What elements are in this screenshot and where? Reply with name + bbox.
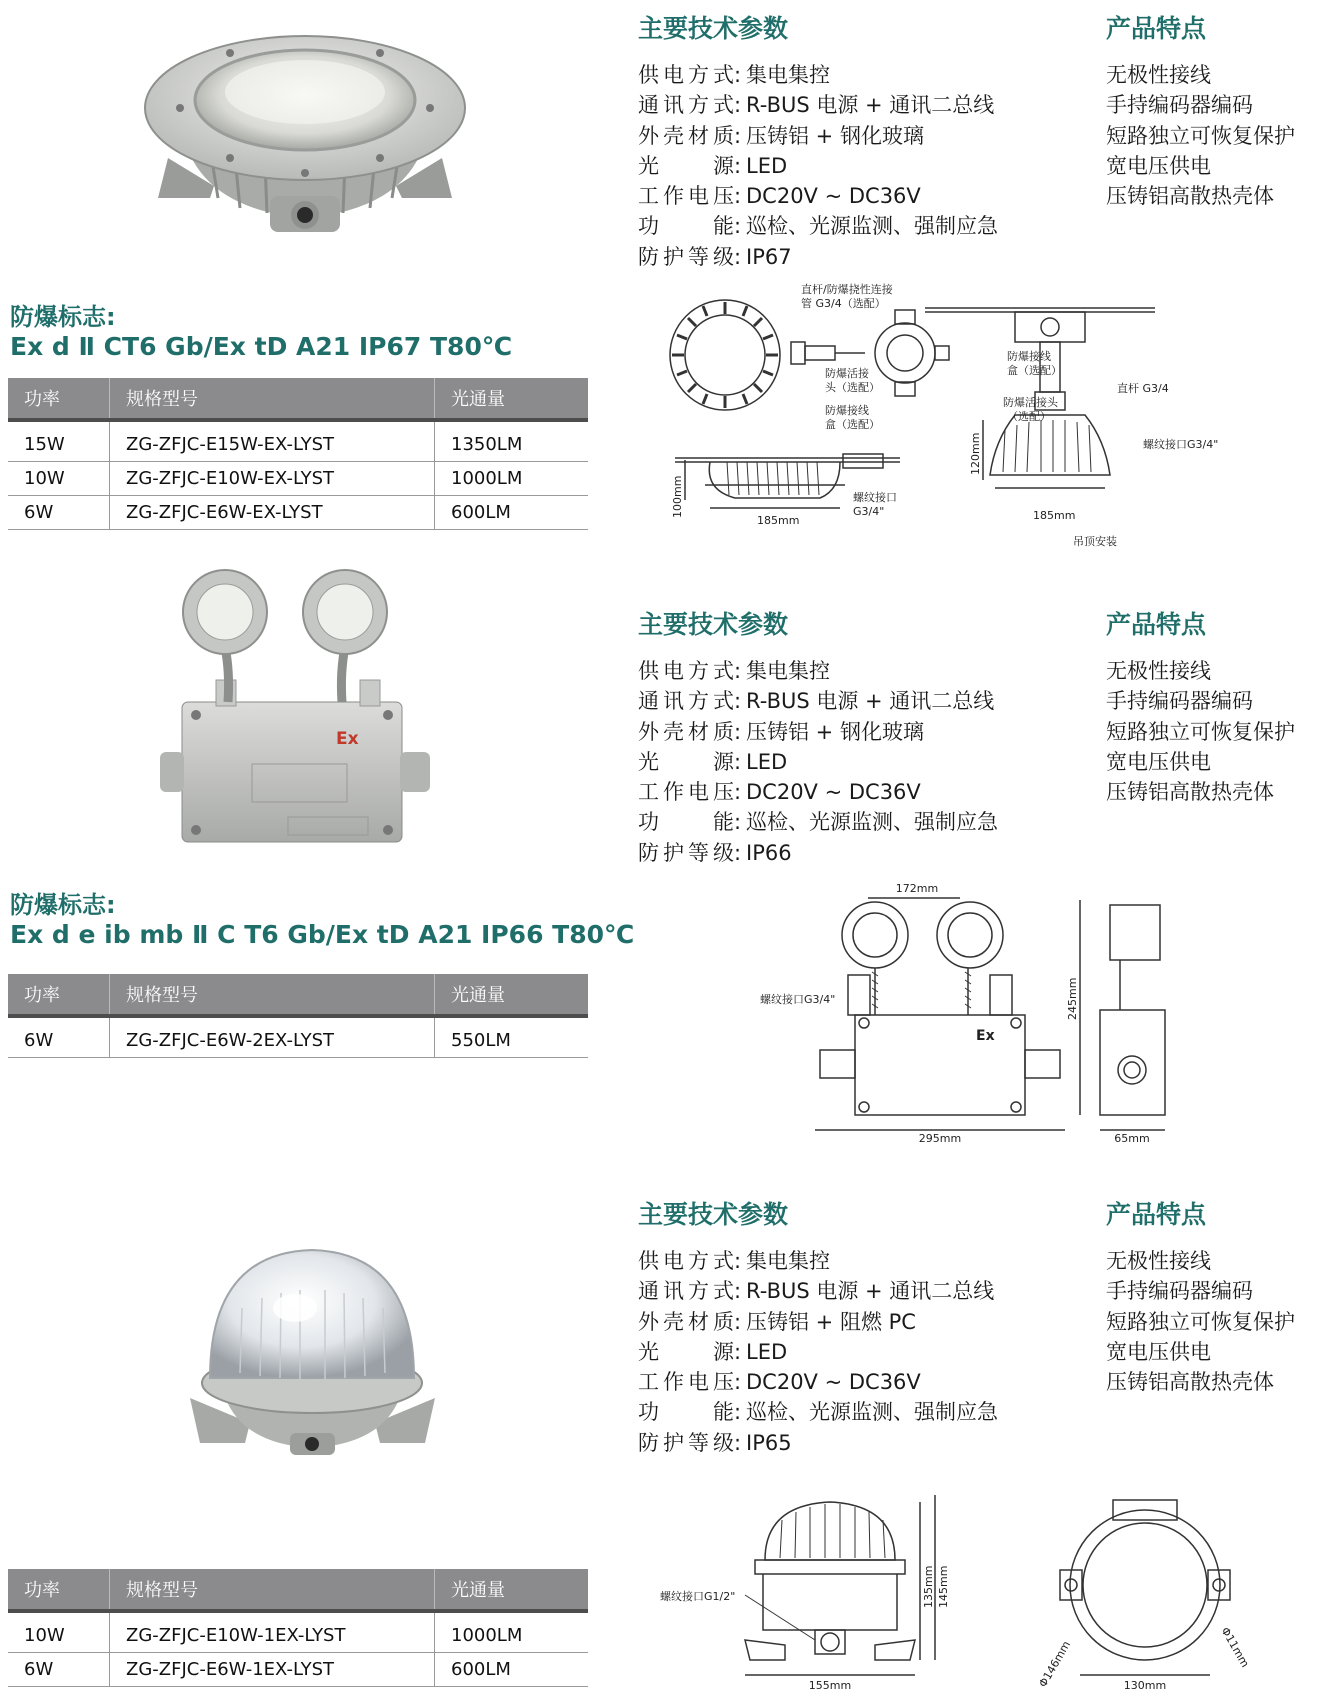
drawing-label: Ex bbox=[976, 1028, 995, 1044]
ex-mark-value: Ex d Ⅱ CT6 Gb/Ex tD A21 IP67 T80℃ bbox=[10, 332, 513, 361]
param-key: 外壳材质 bbox=[638, 123, 734, 148]
table-row bbox=[8, 428, 588, 462]
features-title: 产品特点 bbox=[1106, 14, 1207, 43]
table-row bbox=[8, 1024, 588, 1058]
param-item: 外壳材质 : 压铸铝 + 阻燃 PC bbox=[638, 1307, 998, 1337]
drawing-label: 135mm bbox=[922, 1565, 935, 1608]
param-value: IP66 bbox=[746, 840, 792, 865]
param-item: 光源 : LED bbox=[638, 1337, 998, 1367]
feature-item: 手持编码器编码 bbox=[1106, 689, 1253, 714]
drawing-label: 100mm bbox=[671, 475, 684, 518]
param-key: 防护等级 bbox=[638, 1430, 734, 1455]
drawing-label: 防爆活接 bbox=[825, 367, 869, 380]
spec-table bbox=[8, 378, 588, 530]
drawing-label: 螺纹接口G3/4" bbox=[760, 993, 836, 1006]
cell-power: 10W bbox=[8, 462, 110, 496]
param-value: 压铸铝 + 钢化玻璃 bbox=[746, 123, 924, 148]
param-value: IP65 bbox=[746, 1430, 792, 1455]
column-header-lumen: 光通量 bbox=[435, 1569, 589, 1611]
feature-item: 无极性接线 bbox=[1106, 63, 1211, 87]
drawing-label: 130mm bbox=[1123, 1679, 1167, 1692]
param-key: 功能 bbox=[638, 810, 734, 835]
cell-power: 6W bbox=[8, 1024, 110, 1058]
param-item: 工作电压 : DC20V ~ DC36V bbox=[638, 777, 998, 807]
table-header-row bbox=[8, 378, 588, 420]
drawing-label: 盒（选配） bbox=[1007, 364, 1062, 377]
param-value: DC20V ~ DC36V bbox=[746, 1370, 921, 1395]
params-title: 主要技术参数 bbox=[638, 1200, 789, 1229]
param-item: 光源 : LED bbox=[638, 151, 998, 181]
param-key: 光源 bbox=[638, 1339, 734, 1364]
feature-item: 手持编码器编码 bbox=[1106, 93, 1253, 118]
drawing-label: 防爆接线 bbox=[825, 404, 869, 417]
param-key: 光源 bbox=[638, 749, 734, 774]
param-item: 防护等级 : IP67 bbox=[638, 242, 998, 272]
params-title: 主要技术参数 bbox=[638, 610, 789, 639]
param-key: 供电方式 bbox=[638, 1249, 734, 1273]
param-value: 巡检、光源监测、强制应急 bbox=[746, 214, 998, 239]
spec-table bbox=[8, 974, 588, 1058]
ex-mark: Ex bbox=[336, 729, 359, 749]
column-header-lumen: 光通量 bbox=[435, 974, 589, 1016]
drawing-label: 吊顶安装 bbox=[1073, 535, 1117, 548]
drawing-label: 185mm bbox=[1033, 509, 1076, 522]
param-value: 巡检、光源监测、强制应急 bbox=[746, 810, 998, 835]
column-header-model: 规格型号 bbox=[110, 1569, 435, 1611]
param-value: R-BUS 电源 + 通讯二总线 bbox=[746, 1279, 995, 1304]
drawing-label: 155mm bbox=[808, 1679, 852, 1692]
cell-lumen: 1000LM bbox=[435, 1619, 589, 1653]
param-list bbox=[638, 60, 998, 272]
product-photo-round-lamp bbox=[140, 8, 470, 256]
table-row bbox=[8, 1653, 588, 1687]
param-item: 功能 : 巡检、光源监测、强制应急 bbox=[638, 211, 998, 241]
cell-power: 15W bbox=[8, 428, 110, 462]
cell-model: ZG-ZFJC-E10W-1EX-LYST bbox=[110, 1619, 435, 1653]
table-header-row bbox=[8, 974, 588, 1016]
column-header-power: 功率 bbox=[8, 1569, 110, 1611]
ex-mark-label: 防爆标志: bbox=[10, 303, 116, 331]
feature-item: 宽电压供电 bbox=[1106, 749, 1211, 774]
param-key: 外壳材质 bbox=[638, 1309, 734, 1334]
feature-item: 压铸铝高散热壳体 bbox=[1106, 780, 1274, 805]
param-key: 工作电压 bbox=[638, 780, 734, 805]
ex-mark-value: Ex d e ib mb Ⅱ C T6 Gb/Ex tD A21 IP66 T80℃ bbox=[10, 920, 635, 949]
drawing-label: 管 G3/4（选配） bbox=[801, 297, 886, 310]
feature-list bbox=[1106, 1246, 1295, 1397]
param-list bbox=[638, 656, 998, 868]
drawing-label: 145mm bbox=[937, 1565, 950, 1608]
column-header-lumen: 光通量 bbox=[435, 378, 589, 420]
param-item: 光源 : LED bbox=[638, 747, 998, 777]
cell-power: 10W bbox=[8, 1619, 110, 1653]
param-key: 外壳材质 bbox=[638, 719, 734, 744]
param-key: 通讯方式 bbox=[638, 689, 734, 714]
cell-lumen: 1350LM bbox=[435, 428, 589, 462]
dimension-drawing-3 bbox=[655, 1490, 1255, 1700]
feature-item: 压铸铝高散热壳体 bbox=[1106, 184, 1274, 209]
param-key: 供电方式 bbox=[638, 659, 734, 683]
drawing-label: 172mm bbox=[895, 882, 939, 895]
feature-item: 无极性接线 bbox=[1106, 1249, 1211, 1273]
param-value: 集电集控 bbox=[746, 1249, 830, 1273]
column-header-model: 规格型号 bbox=[110, 974, 435, 1016]
column-header-power: 功率 bbox=[8, 378, 110, 420]
feature-item: 无极性接线 bbox=[1106, 659, 1211, 683]
table-row bbox=[8, 462, 588, 496]
param-value: LED bbox=[746, 1339, 788, 1364]
feature-item: 短路独立可恢复保护 bbox=[1106, 123, 1295, 148]
param-key: 工作电压 bbox=[638, 184, 734, 209]
params-title: 主要技术参数 bbox=[638, 14, 789, 43]
drawing-label: 65mm bbox=[1114, 1132, 1150, 1145]
table-row bbox=[8, 1619, 588, 1653]
product-photo-twin-head-lamp bbox=[160, 572, 460, 857]
dimension-drawing-2 bbox=[760, 880, 1190, 1145]
cell-lumen: 550LM bbox=[435, 1024, 589, 1058]
cell-lumen: 1000LM bbox=[435, 462, 589, 496]
drawing-label: 245mm bbox=[1066, 977, 1079, 1020]
param-list bbox=[638, 1246, 998, 1458]
drawing-label: Φ146mm bbox=[1036, 1638, 1074, 1690]
param-key: 通讯方式 bbox=[638, 93, 734, 118]
param-item: 外壳材质 : 压铸铝 + 钢化玻璃 bbox=[638, 717, 998, 747]
feature-item: 短路独立可恢复保护 bbox=[1106, 719, 1295, 744]
param-key: 工作电压 bbox=[638, 1370, 734, 1395]
param-item: 功能 : 巡检、光源监测、强制应急 bbox=[638, 1397, 998, 1427]
cell-model: ZG-ZFJC-E10W-EX-LYST bbox=[110, 462, 435, 496]
feature-list bbox=[1106, 60, 1295, 211]
drawing-label: 185mm bbox=[757, 514, 800, 527]
cell-model: ZG-ZFJC-E6W-1EX-LYST bbox=[110, 1653, 435, 1687]
param-value: LED bbox=[746, 749, 788, 774]
ex-mark-label: 防爆标志: bbox=[10, 891, 116, 919]
drawing-label: （选配） bbox=[1007, 410, 1051, 423]
column-header-power: 功率 bbox=[8, 974, 110, 1016]
column-header-model: 规格型号 bbox=[110, 378, 435, 420]
feature-item: 短路独立可恢复保护 bbox=[1106, 1309, 1295, 1334]
param-value: DC20V ~ DC36V bbox=[746, 184, 921, 209]
param-key: 防护等级 bbox=[638, 244, 734, 269]
param-item: 通讯方式 : R-BUS 电源 + 通讯二总线 bbox=[638, 1276, 998, 1306]
param-value: 集电集控 bbox=[746, 659, 830, 683]
param-value: R-BUS 电源 + 通讯二总线 bbox=[746, 93, 995, 118]
drawing-label: 直杆 G3/4 bbox=[1117, 382, 1169, 395]
drawing-label: 防爆活接头 bbox=[1003, 396, 1058, 409]
cell-model: ZG-ZFJC-E6W-EX-LYST bbox=[110, 496, 435, 530]
param-item: 通讯方式 : R-BUS 电源 + 通讯二总线 bbox=[638, 90, 998, 120]
param-key: 功能 bbox=[638, 1400, 734, 1425]
feature-item: 宽电压供电 bbox=[1106, 1339, 1211, 1364]
drawing-label: 螺纹接口 bbox=[853, 491, 897, 504]
product-photo-dome-lamp bbox=[180, 1238, 445, 1463]
drawing-label: 盒（选配） bbox=[825, 418, 880, 431]
param-item: 防护等级 : IP66 bbox=[638, 838, 998, 868]
drawing-label: 头（选配） bbox=[825, 381, 880, 394]
param-item: 供电方式 : 集电集控 bbox=[638, 60, 998, 90]
param-value: 巡检、光源监测、强制应急 bbox=[746, 1400, 998, 1425]
param-value: 压铸铝 + 钢化玻璃 bbox=[746, 719, 924, 744]
param-key: 通讯方式 bbox=[638, 1279, 734, 1304]
param-item: 工作电压 : DC20V ~ DC36V bbox=[638, 181, 998, 211]
drawing-label: 120mm bbox=[969, 432, 982, 475]
drawing-label: 直杆/防爆挠性连接 bbox=[801, 283, 893, 296]
feature-item: 宽电压供电 bbox=[1106, 153, 1211, 178]
param-item: 防护等级 : IP65 bbox=[638, 1428, 998, 1458]
param-value: 集电集控 bbox=[746, 63, 830, 87]
param-value: 压铸铝 + 阻燃 PC bbox=[746, 1309, 916, 1334]
param-value: LED bbox=[746, 153, 788, 178]
cell-model: ZG-ZFJC-E15W-EX-LYST bbox=[110, 428, 435, 462]
table-row bbox=[8, 496, 588, 530]
param-item: 供电方式 : 集电集控 bbox=[638, 1246, 998, 1276]
table-header-row bbox=[8, 1569, 588, 1611]
cell-model: ZG-ZFJC-E6W-2EX-LYST bbox=[110, 1024, 435, 1058]
param-key: 供电方式 bbox=[638, 63, 734, 87]
param-value: IP67 bbox=[746, 244, 792, 269]
param-item: 外壳材质 : 压铸铝 + 钢化玻璃 bbox=[638, 121, 998, 151]
param-item: 功能 : 巡检、光源监测、强制应急 bbox=[638, 807, 998, 837]
param-value: DC20V ~ DC36V bbox=[746, 780, 921, 805]
cell-lumen: 600LM bbox=[435, 496, 589, 530]
drawing-label: Φ11mm bbox=[1218, 1625, 1252, 1670]
param-key: 防护等级 bbox=[638, 840, 734, 865]
features-title: 产品特点 bbox=[1106, 1200, 1207, 1229]
param-value: R-BUS 电源 + 通讯二总线 bbox=[746, 689, 995, 714]
spec-table bbox=[8, 1569, 588, 1687]
cell-power: 6W bbox=[8, 1653, 110, 1687]
cell-lumen: 600LM bbox=[435, 1653, 589, 1687]
drawing-label: 螺纹接口G1/2" bbox=[660, 1590, 736, 1603]
installation-drawing-1 bbox=[665, 280, 1219, 555]
drawing-label: 295mm bbox=[918, 1132, 962, 1145]
param-key: 功能 bbox=[638, 214, 734, 239]
cell-power: 6W bbox=[8, 496, 110, 530]
features-title: 产品特点 bbox=[1106, 610, 1207, 639]
feature-list bbox=[1106, 656, 1295, 807]
feature-item: 压铸铝高散热壳体 bbox=[1106, 1370, 1274, 1395]
drawing-label: 防爆接线 bbox=[1007, 350, 1051, 363]
param-item: 通讯方式 : R-BUS 电源 + 通讯二总线 bbox=[638, 686, 998, 716]
drawing-label: G3/4" bbox=[853, 505, 885, 518]
feature-item: 手持编码器编码 bbox=[1106, 1279, 1253, 1304]
param-item: 供电方式 : 集电集控 bbox=[638, 656, 998, 686]
drawing-label: 螺纹接口G3/4" bbox=[1143, 438, 1219, 451]
param-item: 工作电压 : DC20V ~ DC36V bbox=[638, 1367, 998, 1397]
param-key: 光源 bbox=[638, 153, 734, 178]
